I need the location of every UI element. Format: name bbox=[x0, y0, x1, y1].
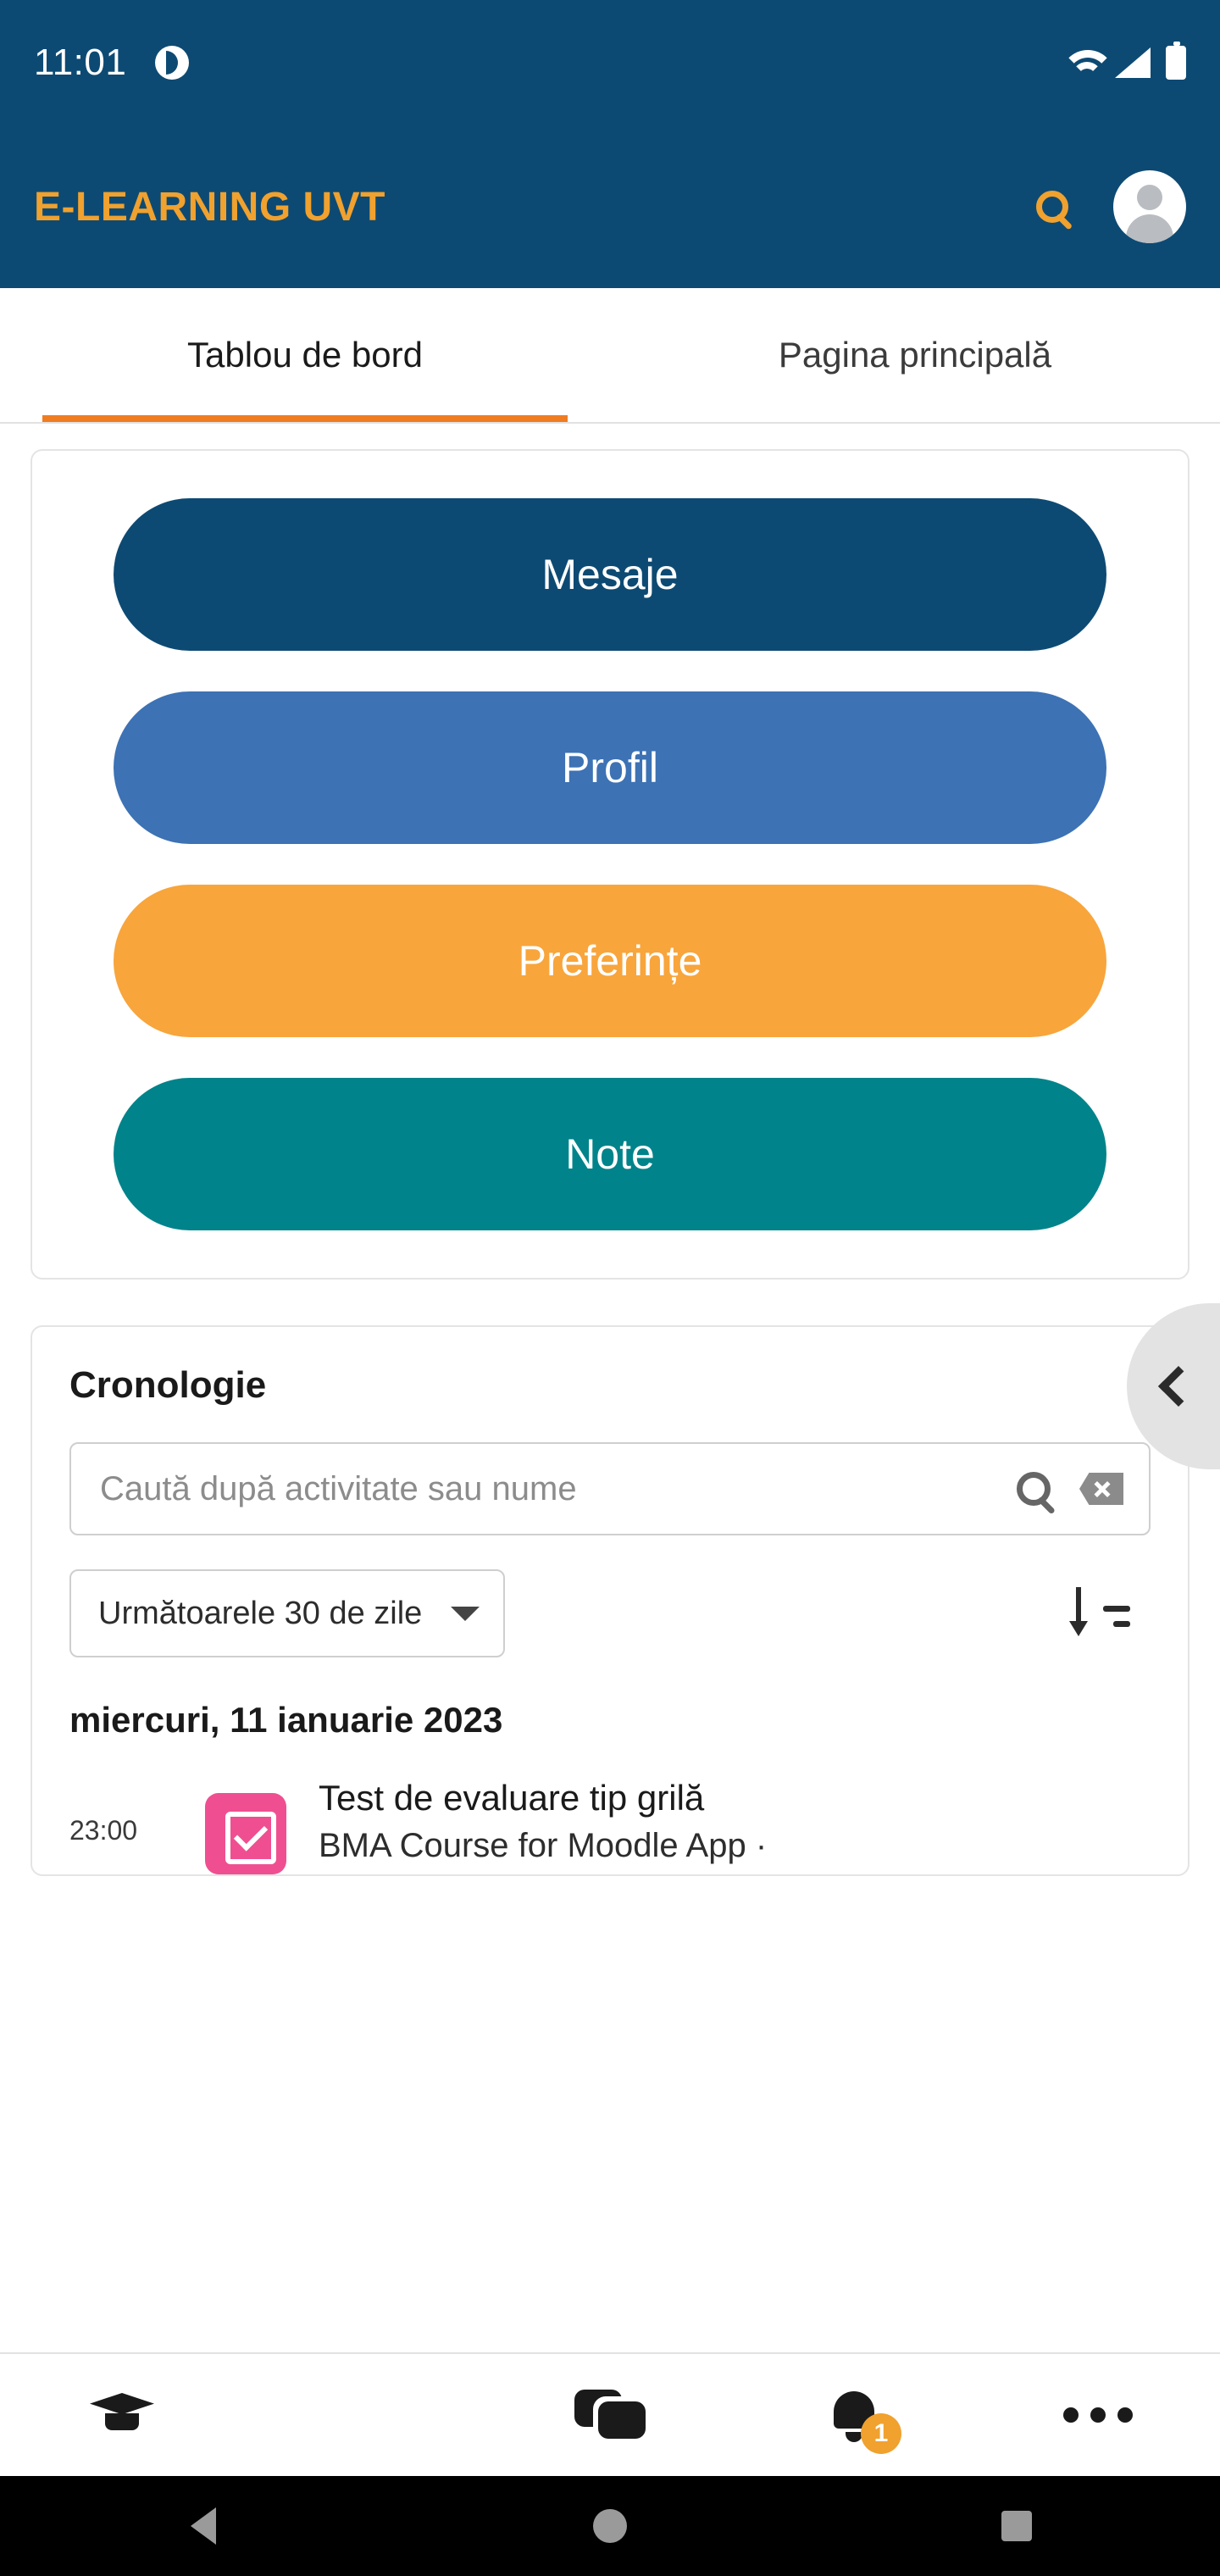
timeline-card bbox=[30, 1325, 1190, 1876]
main-content bbox=[0, 424, 1220, 2352]
event-body bbox=[319, 1778, 1151, 1865]
home-circle-icon bbox=[593, 2509, 627, 2543]
nav-item-courses[interactable] bbox=[0, 2393, 244, 2437]
chevron-down-icon bbox=[451, 1607, 480, 1621]
chevron-left-icon bbox=[1158, 1366, 1199, 1407]
event-subtitle: BMA Course for Moodle App · bbox=[319, 1827, 768, 1864]
timeline-range-value: Următoarele 30 de zile bbox=[98, 1595, 423, 1631]
quick-action-preferences[interactable]: Preferințe bbox=[114, 885, 1106, 1037]
sort-arrow bbox=[1071, 1587, 1084, 1638]
timeline-day-header: miercuri, 11 ianuarie 2023 bbox=[69, 1700, 503, 1740]
search-icon bbox=[1036, 191, 1068, 223]
more-horizontal-icon bbox=[1063, 2407, 1133, 2423]
system-recents-button[interactable] bbox=[813, 2511, 1220, 2541]
nav-item-dashboard[interactable] bbox=[244, 2390, 488, 2440]
sort-descending-icon[interactable] bbox=[1071, 1587, 1130, 1640]
graduation-cap-icon bbox=[90, 2393, 154, 2437]
status-left-icons bbox=[155, 46, 189, 80]
backspace-clear-icon[interactable] bbox=[1079, 1473, 1123, 1505]
tab-bar bbox=[0, 288, 1220, 424]
timeline-card-inner bbox=[32, 1364, 1188, 1874]
tab-site-home[interactable]: Pagina principală bbox=[778, 335, 1052, 375]
quick-action-profile[interactable]: Profil bbox=[114, 691, 1106, 844]
avatar[interactable] bbox=[1113, 170, 1186, 243]
battery-icon bbox=[1166, 46, 1186, 80]
event-time: 23:00 bbox=[69, 1815, 138, 1846]
nav-item-messages[interactable] bbox=[488, 2390, 732, 2440]
sort-line-2 bbox=[1113, 1621, 1130, 1627]
cellular-signal-icon bbox=[1115, 47, 1151, 78]
do-not-disturb-icon bbox=[155, 46, 189, 80]
status-bar bbox=[0, 0, 1220, 125]
sort-line-1 bbox=[1103, 1606, 1130, 1612]
notification-badge: 1 bbox=[861, 2413, 901, 2454]
app-bar bbox=[0, 125, 1220, 288]
timeline-range-select[interactable] bbox=[69, 1569, 505, 1657]
status-right-icons bbox=[1061, 46, 1186, 80]
system-home-button[interactable] bbox=[407, 2509, 813, 2543]
timeline-event-row[interactable] bbox=[69, 1778, 1151, 1874]
search-input[interactable]: Caută după activitate sau nume bbox=[100, 1469, 577, 1507]
dashboard-gauge-icon bbox=[334, 2390, 398, 2440]
wifi-icon bbox=[1061, 48, 1100, 77]
back-triangle-icon bbox=[191, 2507, 216, 2545]
quick-action-grades[interactable]: Note bbox=[114, 1078, 1106, 1230]
nav-item-notifications[interactable] bbox=[732, 2388, 976, 2447]
timeline-title: Cronologie bbox=[69, 1364, 267, 1406]
nav-item-more[interactable] bbox=[976, 2407, 1220, 2423]
search-button[interactable] bbox=[1017, 171, 1088, 242]
search-icon[interactable] bbox=[1017, 1472, 1051, 1506]
app-title: E-LEARNING UVT bbox=[34, 184, 385, 230]
quick-actions-card bbox=[30, 449, 1190, 1280]
tab-dashboard[interactable]: Tablou de bord bbox=[0, 288, 610, 422]
status-time: 11:01 bbox=[34, 42, 127, 83]
chat-bubbles-icon bbox=[574, 2390, 646, 2440]
system-back-button[interactable] bbox=[0, 2507, 407, 2545]
bottom-navigation bbox=[0, 2352, 1220, 2476]
timeline-search-field[interactable] bbox=[69, 1442, 1151, 1535]
system-navigation-bar bbox=[0, 2476, 1220, 2576]
quiz-check-icon bbox=[205, 1793, 286, 1874]
quick-action-messages[interactable]: Mesaje bbox=[114, 498, 1106, 651]
recents-square-icon bbox=[1001, 2511, 1032, 2541]
timeline-filter-row bbox=[69, 1569, 1151, 1657]
event-title[interactable]: Test de evaluare tip grilă bbox=[319, 1778, 705, 1818]
